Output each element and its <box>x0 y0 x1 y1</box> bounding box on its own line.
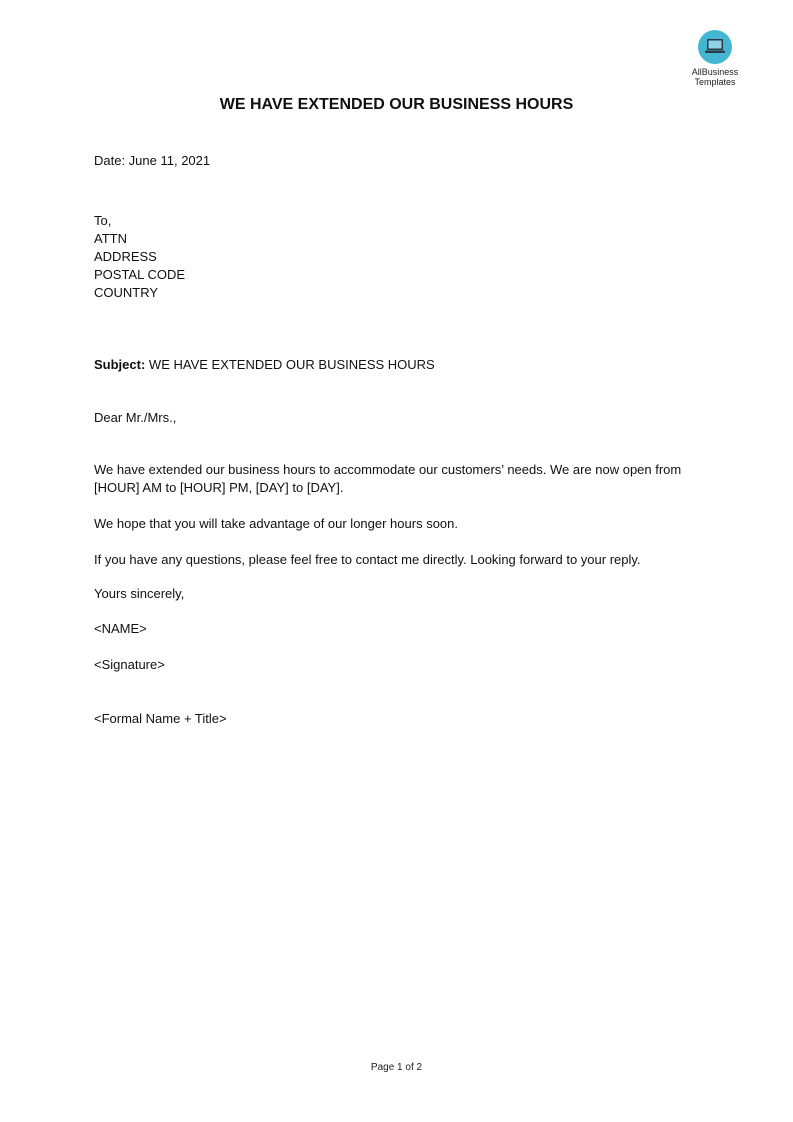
subject-text: WE HAVE EXTENDED OUR BUSINESS HOURS <box>148 357 435 372</box>
body-paragraph-3: If you have any questions, please feel free to contact me directly. Looking forward to your reply. <box>94 552 641 567</box>
recipient-address: ADDRESS <box>94 249 157 264</box>
logo-text-line2: Templates <box>694 77 736 87</box>
signature-placeholder: <Signature> <box>94 657 165 672</box>
letter-date: Date: June 11, 2021 <box>94 153 211 168</box>
logo-text-line1: AllBusiness <box>691 67 739 77</box>
page-number: Page 1 of 2 <box>370 1062 423 1073</box>
body-paragraph-1: We have extended our business hours to accommodate our customers’ needs. We are now open from [HOUR] AM to [HOUR] PM, [DAY] to [DAY]. <box>94 462 682 495</box>
laptop-icon <box>698 30 732 64</box>
closing: Yours sincerely, <box>94 586 185 601</box>
laptop-icon-graphic <box>704 38 726 56</box>
body-paragraph-2: We hope that you will take advantage of our longer hours soon. <box>94 516 458 531</box>
formal-name-title: <Formal Name + Title> <box>94 711 227 726</box>
recipient-postal-code: POSTAL CODE <box>94 267 186 282</box>
recipient-country: COUNTRY <box>94 285 159 300</box>
sender-name: <NAME> <box>94 621 147 636</box>
subject-label: Subject: <box>94 357 146 372</box>
salutation: Dear Mr./Mrs., <box>94 410 177 425</box>
subject-line <box>94 356 435 374</box>
recipient-attn: ATTN <box>94 231 127 246</box>
recipient-to: To, <box>94 213 112 228</box>
document-title: WE HAVE EXTENDED OUR BUSINESS HOURS <box>219 96 574 113</box>
allbusiness-logo <box>682 30 748 87</box>
